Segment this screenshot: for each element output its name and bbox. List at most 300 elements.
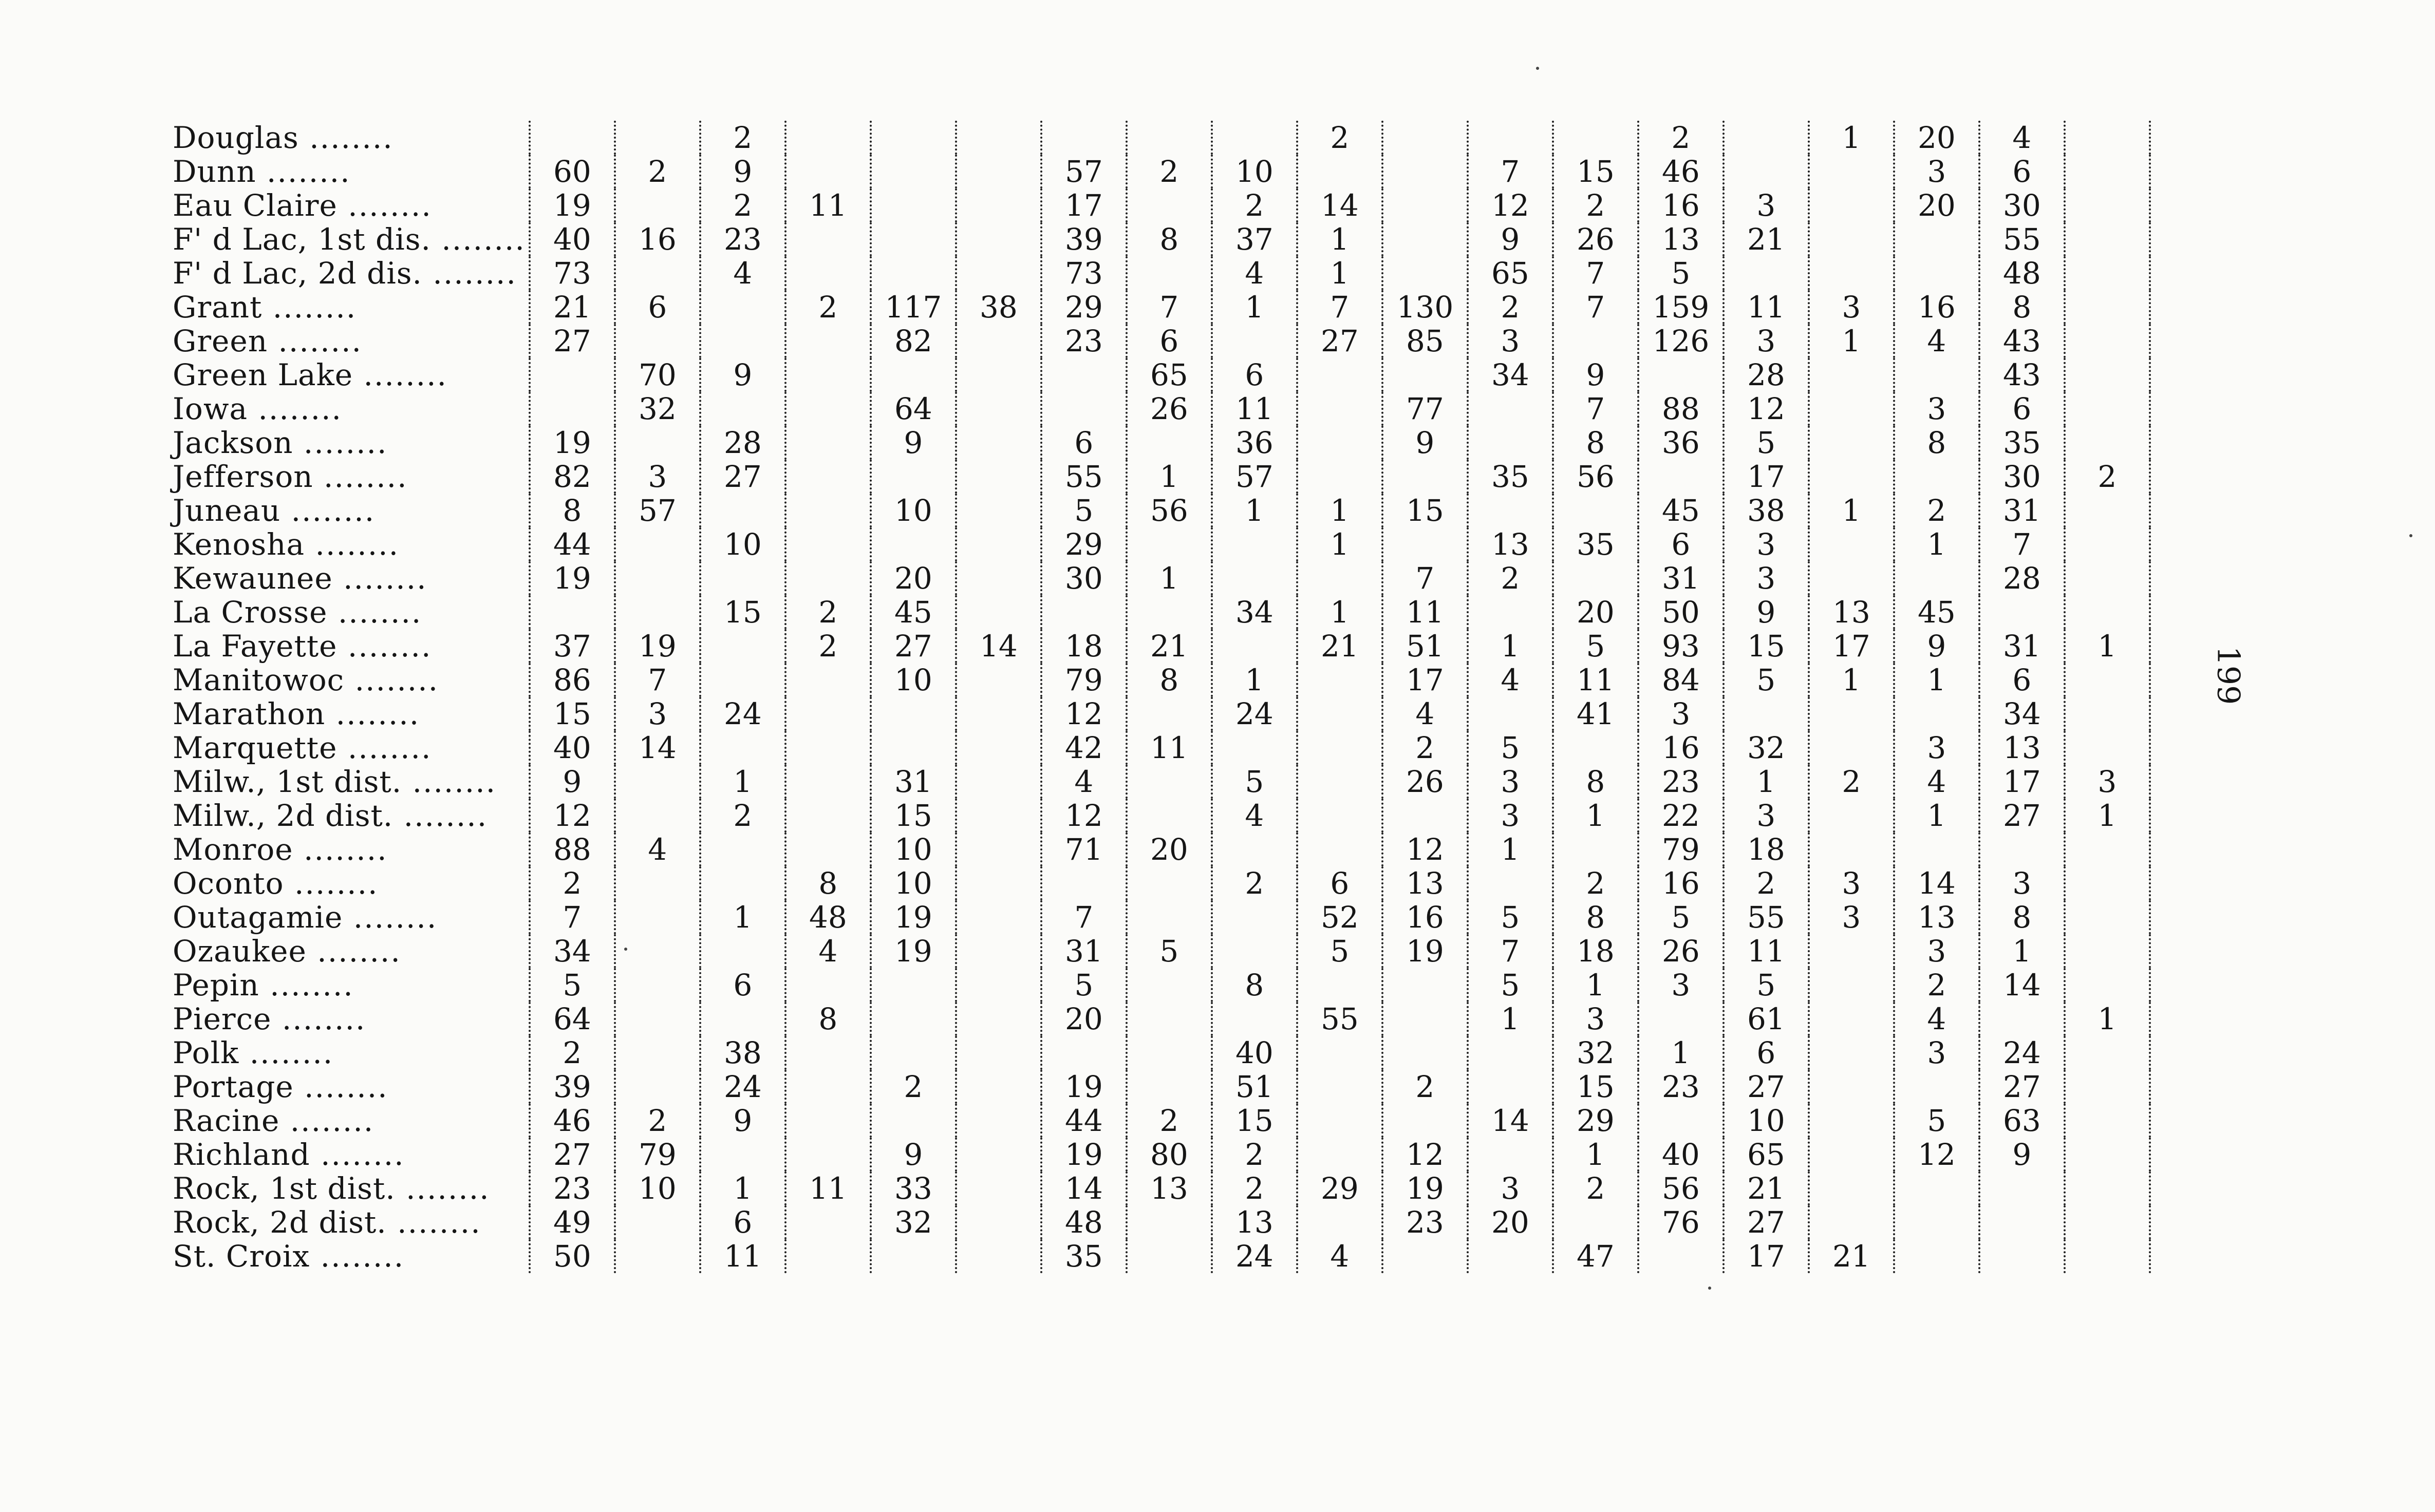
table-cell	[871, 1002, 956, 1036]
table-cell	[956, 494, 1041, 527]
county-name: Pierce .....	[170, 1002, 530, 1036]
table-cell	[615, 527, 700, 561]
table-cell: 4	[1894, 324, 1979, 358]
table-cell: 12	[1382, 833, 1468, 866]
county-name: Ozaukee .....	[170, 934, 530, 968]
table-cell: 17	[1979, 765, 2065, 799]
table-cell	[615, 256, 700, 290]
table-cell: 12	[1041, 697, 1127, 731]
table-cell: 2	[1297, 121, 1382, 155]
table-row	[170, 697, 2150, 731]
table-cell	[871, 1104, 956, 1138]
table-cell: 2	[1894, 968, 1979, 1002]
table-cell: 3	[1724, 561, 1809, 595]
table-cell	[871, 1036, 956, 1070]
table-cell	[871, 121, 956, 155]
table-cell: 55	[1724, 900, 1809, 934]
table-cell	[1297, 1205, 1382, 1239]
table-cell	[1553, 731, 1638, 765]
table-cell: 56	[1553, 460, 1638, 494]
table-cell	[700, 392, 785, 426]
table-cell: 3	[1894, 155, 1979, 188]
table-cell: 44	[1041, 1104, 1127, 1138]
table-cell	[615, 595, 700, 629]
table-cell: 55	[1979, 222, 2065, 256]
table-cell: 4	[1297, 1239, 1382, 1273]
table-cell: 73	[1041, 256, 1127, 290]
table-cell	[1638, 358, 1724, 392]
table-row	[170, 1070, 2150, 1104]
table-cell: 16	[1638, 188, 1724, 222]
table-cell	[2065, 900, 2150, 934]
table-cell: 24	[1979, 1036, 2065, 1070]
table-cell: 34	[1979, 697, 2065, 731]
table-cell	[1041, 392, 1127, 426]
table-cell	[785, 663, 871, 697]
table-cell: 2	[1212, 866, 1297, 900]
table-cell: 1	[1127, 460, 1212, 494]
table-cell	[871, 256, 956, 290]
county-name: Marquette .....	[170, 731, 530, 765]
table-cell	[1127, 188, 1212, 222]
table-cell: 1	[1127, 561, 1212, 595]
table-cell: 46	[530, 1104, 615, 1138]
county-name: Milw., 2d dist. .....	[170, 799, 530, 833]
table-cell: 2	[1724, 866, 1809, 900]
table-cell: 3	[1724, 324, 1809, 358]
table-cell	[1127, 595, 1212, 629]
table-cell: 8	[785, 866, 871, 900]
table-cell	[785, 731, 871, 765]
table-cell: 2	[1212, 1171, 1297, 1205]
table-cell: 21	[1809, 1239, 1894, 1273]
table-cell	[2065, 731, 2150, 765]
table-cell	[1297, 358, 1382, 392]
county-name: La Crosse .....	[170, 595, 530, 629]
table-cell	[956, 256, 1041, 290]
table-cell	[956, 1171, 1041, 1205]
table-cell: 29	[1553, 1104, 1638, 1138]
table-cell	[871, 155, 956, 188]
table-cell	[2065, 1205, 2150, 1239]
table-cell: 20	[1894, 121, 1979, 155]
table-cell: 12	[1382, 1138, 1468, 1171]
table-cell	[2065, 1171, 2150, 1205]
table-cell: 6	[615, 290, 700, 324]
table-cell	[2065, 256, 2150, 290]
table-cell	[1382, 799, 1468, 833]
table-cell: 17	[1041, 188, 1127, 222]
table-cell	[1468, 1239, 1553, 1273]
table-cell: 19	[871, 900, 956, 934]
table-cell	[785, 358, 871, 392]
table-cell	[956, 155, 1041, 188]
table-cell: 64	[530, 1002, 615, 1036]
table-cell	[1382, 121, 1468, 155]
table-cell: 5	[1297, 934, 1382, 968]
table-cell: 13	[1809, 595, 1894, 629]
table-cell	[615, 765, 700, 799]
table-row	[170, 833, 2150, 866]
table-cell: 70	[615, 358, 700, 392]
table-cell: 11	[1724, 934, 1809, 968]
table-cell: 11	[1212, 392, 1297, 426]
table-cell: 57	[1212, 460, 1297, 494]
table-cell: 1	[700, 900, 785, 934]
table-cell: 10	[871, 866, 956, 900]
table-cell: 35	[1468, 460, 1553, 494]
county-name: F' d Lac, 1st dis. .....	[170, 222, 530, 256]
table-cell: 31	[1638, 561, 1724, 595]
table-cell	[2065, 1036, 2150, 1070]
table-cell	[871, 968, 956, 1002]
table-cell: 5	[1212, 765, 1297, 799]
table-cell: 30	[1979, 460, 2065, 494]
table-cell: 19	[1382, 1171, 1468, 1205]
table-cell: 18	[1553, 934, 1638, 968]
table-row	[170, 426, 2150, 460]
table-cell: 23	[1382, 1205, 1468, 1239]
table-cell	[1212, 900, 1297, 934]
table-cell: 20	[1468, 1205, 1553, 1239]
table-cell	[2065, 527, 2150, 561]
table-cell	[1809, 799, 1894, 833]
table-cell	[1553, 1205, 1638, 1239]
table-row	[170, 527, 2150, 561]
table-row	[170, 663, 2150, 697]
table-cell	[2065, 358, 2150, 392]
table-cell: 14	[1041, 1171, 1127, 1205]
table-row	[170, 121, 2150, 155]
page-number: 199	[2210, 646, 2246, 705]
table-cell	[1127, 900, 1212, 934]
table-cell: 40	[1212, 1036, 1297, 1070]
table-cell: 9	[1979, 1138, 2065, 1171]
table-cell	[785, 1239, 871, 1273]
table-cell: 10	[871, 494, 956, 527]
table-cell: 71	[1041, 833, 1127, 866]
table-cell: 1	[1468, 833, 1553, 866]
table-cell: 31	[1979, 629, 2065, 663]
table-cell: 19	[871, 934, 956, 968]
table-cell: 7	[1553, 392, 1638, 426]
table-cell	[2065, 934, 2150, 968]
table-cell: 4	[1894, 765, 1979, 799]
table-cell: 3	[1894, 934, 1979, 968]
table-cell	[956, 222, 1041, 256]
table-cell: 26	[1638, 934, 1724, 968]
table-cell: 16	[615, 222, 700, 256]
table-cell	[615, 1002, 700, 1036]
table-cell: 3	[1638, 697, 1724, 731]
table-cell: 15	[530, 697, 615, 731]
table-cell: 14	[615, 731, 700, 765]
table-cell	[956, 1070, 1041, 1104]
table-cell: 28	[1979, 561, 2065, 595]
table-cell	[1468, 1138, 1553, 1171]
table-cell: 8	[1127, 222, 1212, 256]
table-row	[170, 188, 2150, 222]
table-cell: 1	[1809, 121, 1894, 155]
table-cell	[1041, 358, 1127, 392]
table-cell: 65	[1724, 1138, 1809, 1171]
table-cell	[956, 799, 1041, 833]
table-cell: 76	[1638, 1205, 1724, 1239]
table-row	[170, 1036, 2150, 1070]
table-cell: 4	[785, 934, 871, 968]
table-cell: 27	[1724, 1205, 1809, 1239]
table-cell: 6	[1041, 426, 1127, 460]
table-cell: 1	[1297, 527, 1382, 561]
table-cell	[785, 1036, 871, 1070]
table-cell: 10	[615, 1171, 700, 1205]
table-cell	[785, 494, 871, 527]
table-cell: 50	[1638, 595, 1724, 629]
table-cell	[1297, 155, 1382, 188]
table-cell: 4	[1468, 663, 1553, 697]
table-cell: 63	[1979, 1104, 2065, 1138]
table-cell	[700, 290, 785, 324]
table-cell: 57	[615, 494, 700, 527]
table-cell	[1212, 121, 1297, 155]
table-cell	[1809, 1138, 1894, 1171]
table-cell: 9	[1468, 222, 1553, 256]
table-cell: 2	[1809, 765, 1894, 799]
table-cell: 4	[700, 256, 785, 290]
table-cell: 4	[1979, 121, 2065, 155]
table-cell: 24	[700, 697, 785, 731]
table-cell	[530, 595, 615, 629]
table-cell	[1809, 561, 1894, 595]
table-cell	[2065, 290, 2150, 324]
table-cell: 9	[530, 765, 615, 799]
table-cell: 17	[1382, 663, 1468, 697]
table-cell	[1297, 1104, 1382, 1138]
table-cell: 6	[1297, 866, 1382, 900]
table-cell	[871, 460, 956, 494]
table-cell: 117	[871, 290, 956, 324]
table-cell: 26	[1127, 392, 1212, 426]
table-cell	[2065, 866, 2150, 900]
table-cell	[1809, 1002, 1894, 1036]
table-cell: 10	[1724, 1104, 1809, 1138]
table-cell	[785, 256, 871, 290]
table-cell: 60	[530, 155, 615, 188]
table-cell: 36	[1638, 426, 1724, 460]
table-cell: 1	[1724, 765, 1809, 799]
county-name: Portage .....	[170, 1070, 530, 1104]
table-cell: 2	[700, 121, 785, 155]
table-cell	[1809, 1104, 1894, 1138]
table-cell: 1	[1809, 494, 1894, 527]
table-cell: 4	[615, 833, 700, 866]
table-cell: 31	[1041, 934, 1127, 968]
table-cell	[1297, 731, 1382, 765]
table-cell	[1297, 697, 1382, 731]
table-cell	[785, 460, 871, 494]
table-cell: 77	[1382, 392, 1468, 426]
table-cell: 37	[1212, 222, 1297, 256]
table-cell: 2	[615, 155, 700, 188]
table-cell: 2	[1382, 731, 1468, 765]
table-cell: 7	[1041, 900, 1127, 934]
table-cell	[700, 866, 785, 900]
table-cell	[956, 731, 1041, 765]
table-cell	[1127, 866, 1212, 900]
table-cell	[1212, 561, 1297, 595]
table-cell	[1382, 155, 1468, 188]
table-cell: 44	[530, 527, 615, 561]
table-row	[170, 324, 2150, 358]
table-cell: 9	[700, 358, 785, 392]
table-cell	[1127, 426, 1212, 460]
table-cell	[1212, 1002, 1297, 1036]
table-cell	[956, 392, 1041, 426]
table-cell: 17	[1724, 1239, 1809, 1273]
table-cell: 1	[1468, 629, 1553, 663]
county-name: F' d Lac, 2d dis. .....	[170, 256, 530, 290]
table-cell	[1212, 731, 1297, 765]
table-cell	[785, 697, 871, 731]
table-cell: 1	[1297, 256, 1382, 290]
table-cell	[615, 866, 700, 900]
table-cell	[1041, 866, 1127, 900]
table-cell	[785, 121, 871, 155]
table-cell	[1127, 121, 1212, 155]
table-cell: 45	[871, 595, 956, 629]
table-row	[170, 968, 2150, 1002]
table-cell: 34	[1468, 358, 1553, 392]
table-cell: 32	[1724, 731, 1809, 765]
table-row	[170, 1104, 2150, 1138]
table-cell: 1	[1894, 799, 1979, 833]
table-cell: 1	[1638, 1036, 1724, 1070]
table-cell	[1297, 1036, 1382, 1070]
table-cell	[2065, 1104, 2150, 1138]
table-cell: 5	[1468, 731, 1553, 765]
table-cell: 9	[1382, 426, 1468, 460]
table-cell	[1297, 663, 1382, 697]
table-cell: 1	[1297, 595, 1382, 629]
table-cell: 30	[1979, 188, 2065, 222]
table-cell: 5	[1724, 968, 1809, 1002]
table-cell	[1553, 561, 1638, 595]
table-cell: 51	[1212, 1070, 1297, 1104]
table-cell: 3	[1724, 188, 1809, 222]
table-cell	[1894, 256, 1979, 290]
table-cell	[1979, 595, 2065, 629]
table-cell	[785, 392, 871, 426]
table-cell	[1809, 392, 1894, 426]
table-cell: 3	[615, 460, 700, 494]
table-cell: 1	[1894, 527, 1979, 561]
table-cell	[1809, 358, 1894, 392]
table-cell	[1894, 561, 1979, 595]
table-cell	[700, 1002, 785, 1036]
table-cell: 1	[1297, 494, 1382, 527]
table-cell	[1809, 833, 1894, 866]
table-cell	[956, 561, 1041, 595]
table-cell	[2065, 324, 2150, 358]
table-cell: 20	[871, 561, 956, 595]
table-cell: 3	[1724, 799, 1809, 833]
table-cell	[2065, 1070, 2150, 1104]
table-cell	[871, 188, 956, 222]
county-name: Oconto .....	[170, 866, 530, 900]
table-cell: 30	[1041, 561, 1127, 595]
table-cell	[1127, 1036, 1212, 1070]
table-cell	[956, 934, 1041, 968]
table-cell	[2065, 155, 2150, 188]
table-cell: 3	[1553, 1002, 1638, 1036]
table-cell: 3	[1894, 731, 1979, 765]
table-cell: 39	[1041, 222, 1127, 256]
table-cell	[1127, 1070, 1212, 1104]
table-cell: 2	[700, 188, 785, 222]
table-cell: 2	[1127, 1104, 1212, 1138]
table-cell: 2	[1468, 561, 1553, 595]
table-cell: 2	[530, 1036, 615, 1070]
table-cell: 1	[1809, 663, 1894, 697]
table-cell	[615, 968, 700, 1002]
table-cell	[1809, 1036, 1894, 1070]
table-cell: 27	[700, 460, 785, 494]
table-cell	[785, 1138, 871, 1171]
table-cell: 11	[1724, 290, 1809, 324]
table-cell	[871, 697, 956, 731]
table-cell	[1297, 765, 1382, 799]
table-cell: 5	[1468, 900, 1553, 934]
table-cell: 15	[700, 595, 785, 629]
table-cell: 3	[615, 697, 700, 731]
table-cell: 6	[700, 968, 785, 1002]
table-cell: 5	[530, 968, 615, 1002]
table-cell: 19	[615, 629, 700, 663]
county-name: Jefferson .....	[170, 460, 530, 494]
county-name: Jackson .....	[170, 426, 530, 460]
table-cell: 38	[956, 290, 1041, 324]
table-cell: 5	[1041, 968, 1127, 1002]
table-cell	[1127, 1205, 1212, 1239]
table-cell: 15	[1553, 155, 1638, 188]
table-cell: 8	[1894, 426, 1979, 460]
table-cell: 10	[700, 527, 785, 561]
table-cell	[1979, 1205, 2065, 1239]
table-cell: 82	[871, 324, 956, 358]
table-cell: 13	[1468, 527, 1553, 561]
table-cell	[1297, 799, 1382, 833]
table-cell	[2065, 1239, 2150, 1273]
table-cell: 3	[1468, 1171, 1553, 1205]
table-cell	[1297, 833, 1382, 866]
table-cell	[530, 121, 615, 155]
table-cell: 29	[1041, 527, 1127, 561]
table-cell: 21	[530, 290, 615, 324]
table-cell	[615, 1205, 700, 1239]
table-cell: 12	[1724, 392, 1809, 426]
table-cell: 19	[1041, 1070, 1127, 1104]
table-cell: 37	[530, 629, 615, 663]
table-cell: 38	[1724, 494, 1809, 527]
table-cell	[615, 426, 700, 460]
table-cell	[1468, 494, 1553, 527]
table-cell	[956, 188, 1041, 222]
table-row	[170, 561, 2150, 595]
table-cell	[956, 460, 1041, 494]
table-cell: 10	[1212, 155, 1297, 188]
table-cell	[1894, 358, 1979, 392]
table-row	[170, 1239, 2150, 1273]
